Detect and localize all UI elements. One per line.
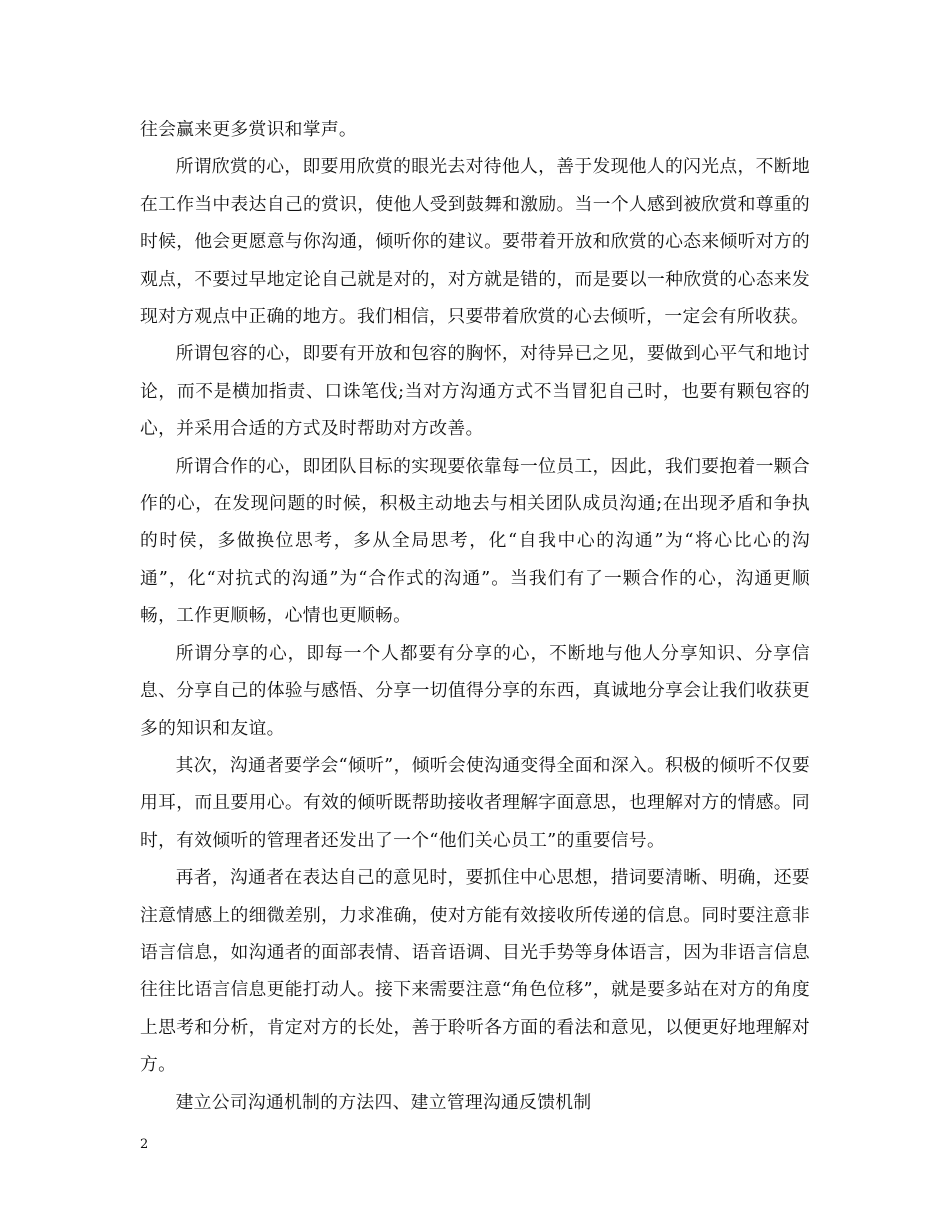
paragraph-continuation: 往会赢来更多赏识和掌声。 (140, 119, 357, 140)
paragraph-sharing: 所谓分享的心，即每一个人都要有分享的心，不断地与他人分享知识、分享信息、分享自己的体验与感悟、分享一切值得分享的东西，真诚地分享会让我们收获更多的知识和友谊。 (140, 642, 810, 739)
document-body (140, 111, 810, 1121)
paragraph-expression: 再者，沟通者在表达自己的意见时，要抓住中心思想，措词要清晰、明确，还要注意情感上的细微差别，力求准确，使对方能有效接收所传递的信息。同时要注意非语言信息，如沟通者的面部表情、语音语调、目光手势等身体语言，因为非语言信息往往比语言信息更能打动人。接下来需要注意“角色位移”，就是要多站在对方的角度上思考和分析，肯定对方的长处，善于聆听各方面的看法和意见，以便更好地理解对方。 (140, 867, 810, 1076)
paragraph-cooperation: 所谓合作的心，即团队目标的实现要依靠每一位员工，因此，我们要抱着一颗合作的心，在发现问题的时候，积极主动地去与相关团队成员沟通;在出现矛盾和争执的时侯，多做换位思考，多从全局思考，化“自我中心的沟通”为“将心比心的沟通”，化“对抗式的沟通”为“合作式的沟通”。当我们有了一颗合作的心，沟通更顺畅，工作更顺畅，心情也更顺畅。 (140, 455, 810, 627)
paragraph-appreciation: 所谓欣赏的心，即要用欣赏的眼光去对待他人，善于发现他人的闪光点，不断地在工作当中表达自己的赏识，使他人受到鼓舞和激励。当一个人感到被欣赏和尊重的时候，他会更愿意与你沟通，倾听你的建议。要带着开放和欣赏的心态来倾听对方的观点，不要过早地定论自己就是对的，对方就是错的，而是要以一种欣赏的心态来发现对方观点中正确的地方。我们相信，只要带着欣赏的心去倾听，一定会有所收获。 (140, 156, 810, 328)
paragraph-listening: 其次，沟通者要学会“倾听”，倾听会使沟通变得全面和深入。积极的倾听不仅要用耳，而且要用心。有效的倾听既帮助接收者理解字面意思，也理解对方的情感。同时，有效倾听的管理者还发出了一个“他们关心员工”的重要信号。 (140, 754, 810, 851)
section-heading-method-four: 建立公司沟通机制的方法四、建立管理沟通反馈机制 (175, 1091, 592, 1113)
page-number: 2 (140, 1137, 149, 1152)
paragraph-tolerance: 所谓包容的心，即要有开放和包容的胸怀，对待异已之见，要做到心平气和地讨论，而不是横加指责、口诛笔伐;当对方沟通方式不当冒犯自己时，也要有颗包容的心，并采用合适的方式及时帮助对方改善。 (140, 343, 810, 440)
